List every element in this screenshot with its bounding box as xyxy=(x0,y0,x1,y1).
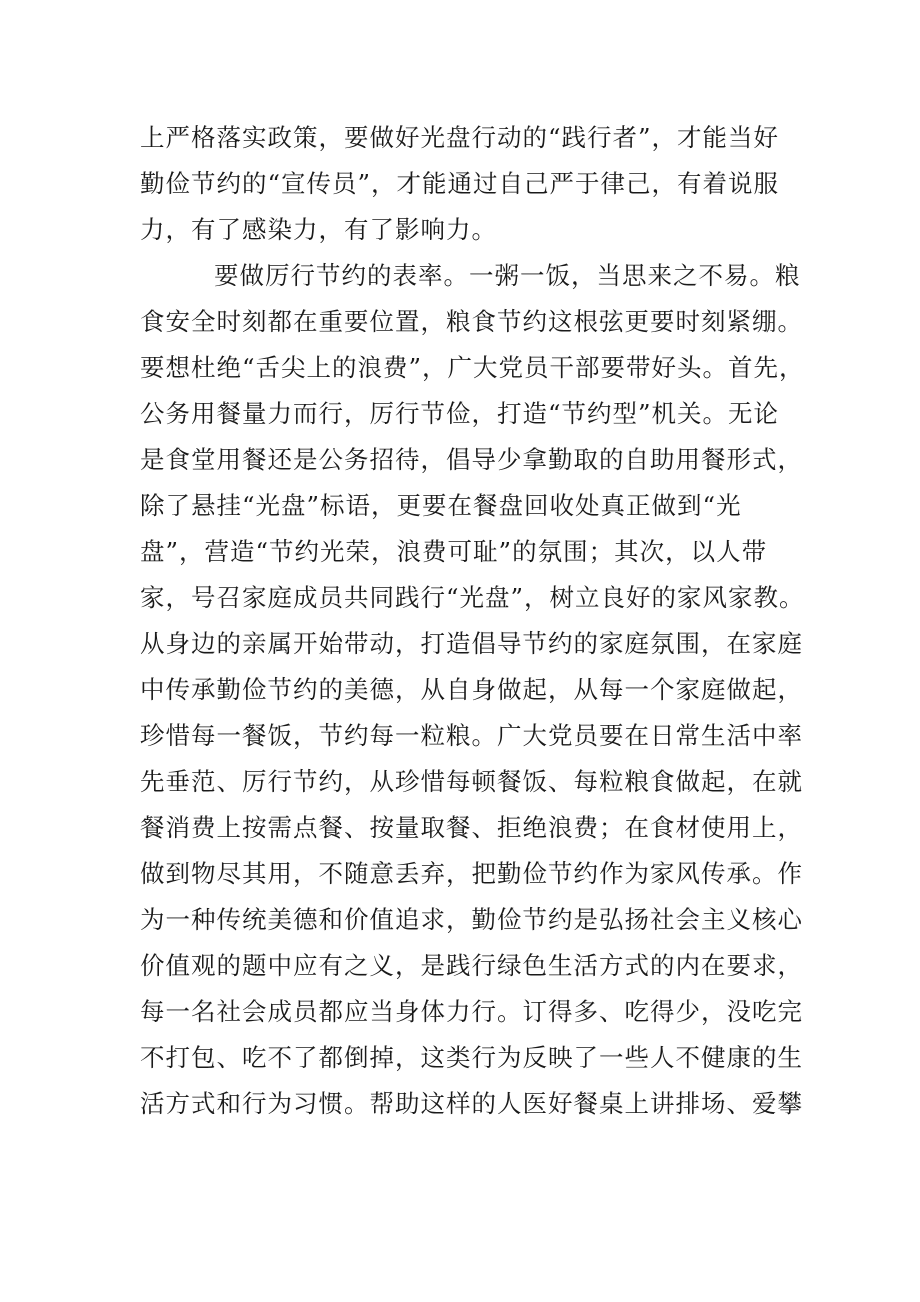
text-line: 家，号召家庭成员共同践行“光盘”，树立良好的家风家教。 xyxy=(140,583,805,612)
text-line: 活方式和行为习惯。帮助这样的人医好餐桌上讲排场、爱攀 xyxy=(140,1089,803,1118)
text-line: 盘”，营造“节约光荣，浪费可耻”的氛围；其次，以人带 xyxy=(140,537,768,566)
text-line: 公务用餐量力而行，厉行节俭，打造“节约型”机关。无论 xyxy=(140,399,780,428)
text-line: 要想杜绝“舌尖上的浪费”，广大党员干部要带好头。首先， xyxy=(140,353,805,382)
body-text xyxy=(140,115,805,1127)
text-line: 餐消费上按需点餐、按量取餐、拒绝浪费；在食材使用上， xyxy=(140,813,803,842)
text-line: 从身边的亲属开始带动，打造倡导节约的家庭氛围，在家庭 xyxy=(140,629,803,658)
text-line: 做到物尽其用，不随意丢弃，把勤俭节约作为家风传承。作 xyxy=(140,859,803,888)
text-line: 食安全时刻都在重要位置，粮食节约这根弦更要时刻紧绷。 xyxy=(140,307,803,336)
text-line: 中传承勤俭节约的美德，从自身做起，从每一个家庭做起， xyxy=(140,675,803,704)
text-line: 勤俭节约的“宣传员”，才能通过自己严于律己，有着说服 xyxy=(140,169,780,198)
text-line: 是食堂用餐还是公务招待，倡导少拿勤取的自助用餐形式， xyxy=(140,445,803,474)
text-line: 力，有了感染力，有了影响力。 xyxy=(140,215,497,244)
text-line: 每一名社会成员都应当身体力行。订得多、吃得少，没吃完 xyxy=(140,997,803,1026)
text-line: 为一种传统美德和价值追求，勤俭节约是弘扬社会主义核心 xyxy=(140,905,803,934)
paragraph-start-line: 要做厉行节约的表率。一粥一饭，当思来之不易。粮 xyxy=(214,261,801,290)
text-line: 上严格落实政策，要做好光盘行动的“践行者”，才能当好 xyxy=(140,123,780,152)
text-line: 除了悬挂“光盘”标语，更要在餐盘回收处真正做到“光 xyxy=(140,491,742,520)
text-line: 价值观的题中应有之义，是践行绿色生活方式的内在要求， xyxy=(140,951,803,980)
text-line: 珍惜每一餐饭，节约每一粒粮。广大党员要在日常生活中率 xyxy=(140,721,803,750)
text-line: 先垂范、厉行节约，从珍惜每顿餐饭、每粒粮食做起，在就 xyxy=(140,767,803,796)
text-line: 不打包、吃不了都倒掉，这类行为反映了一些人不健康的生 xyxy=(140,1043,803,1072)
